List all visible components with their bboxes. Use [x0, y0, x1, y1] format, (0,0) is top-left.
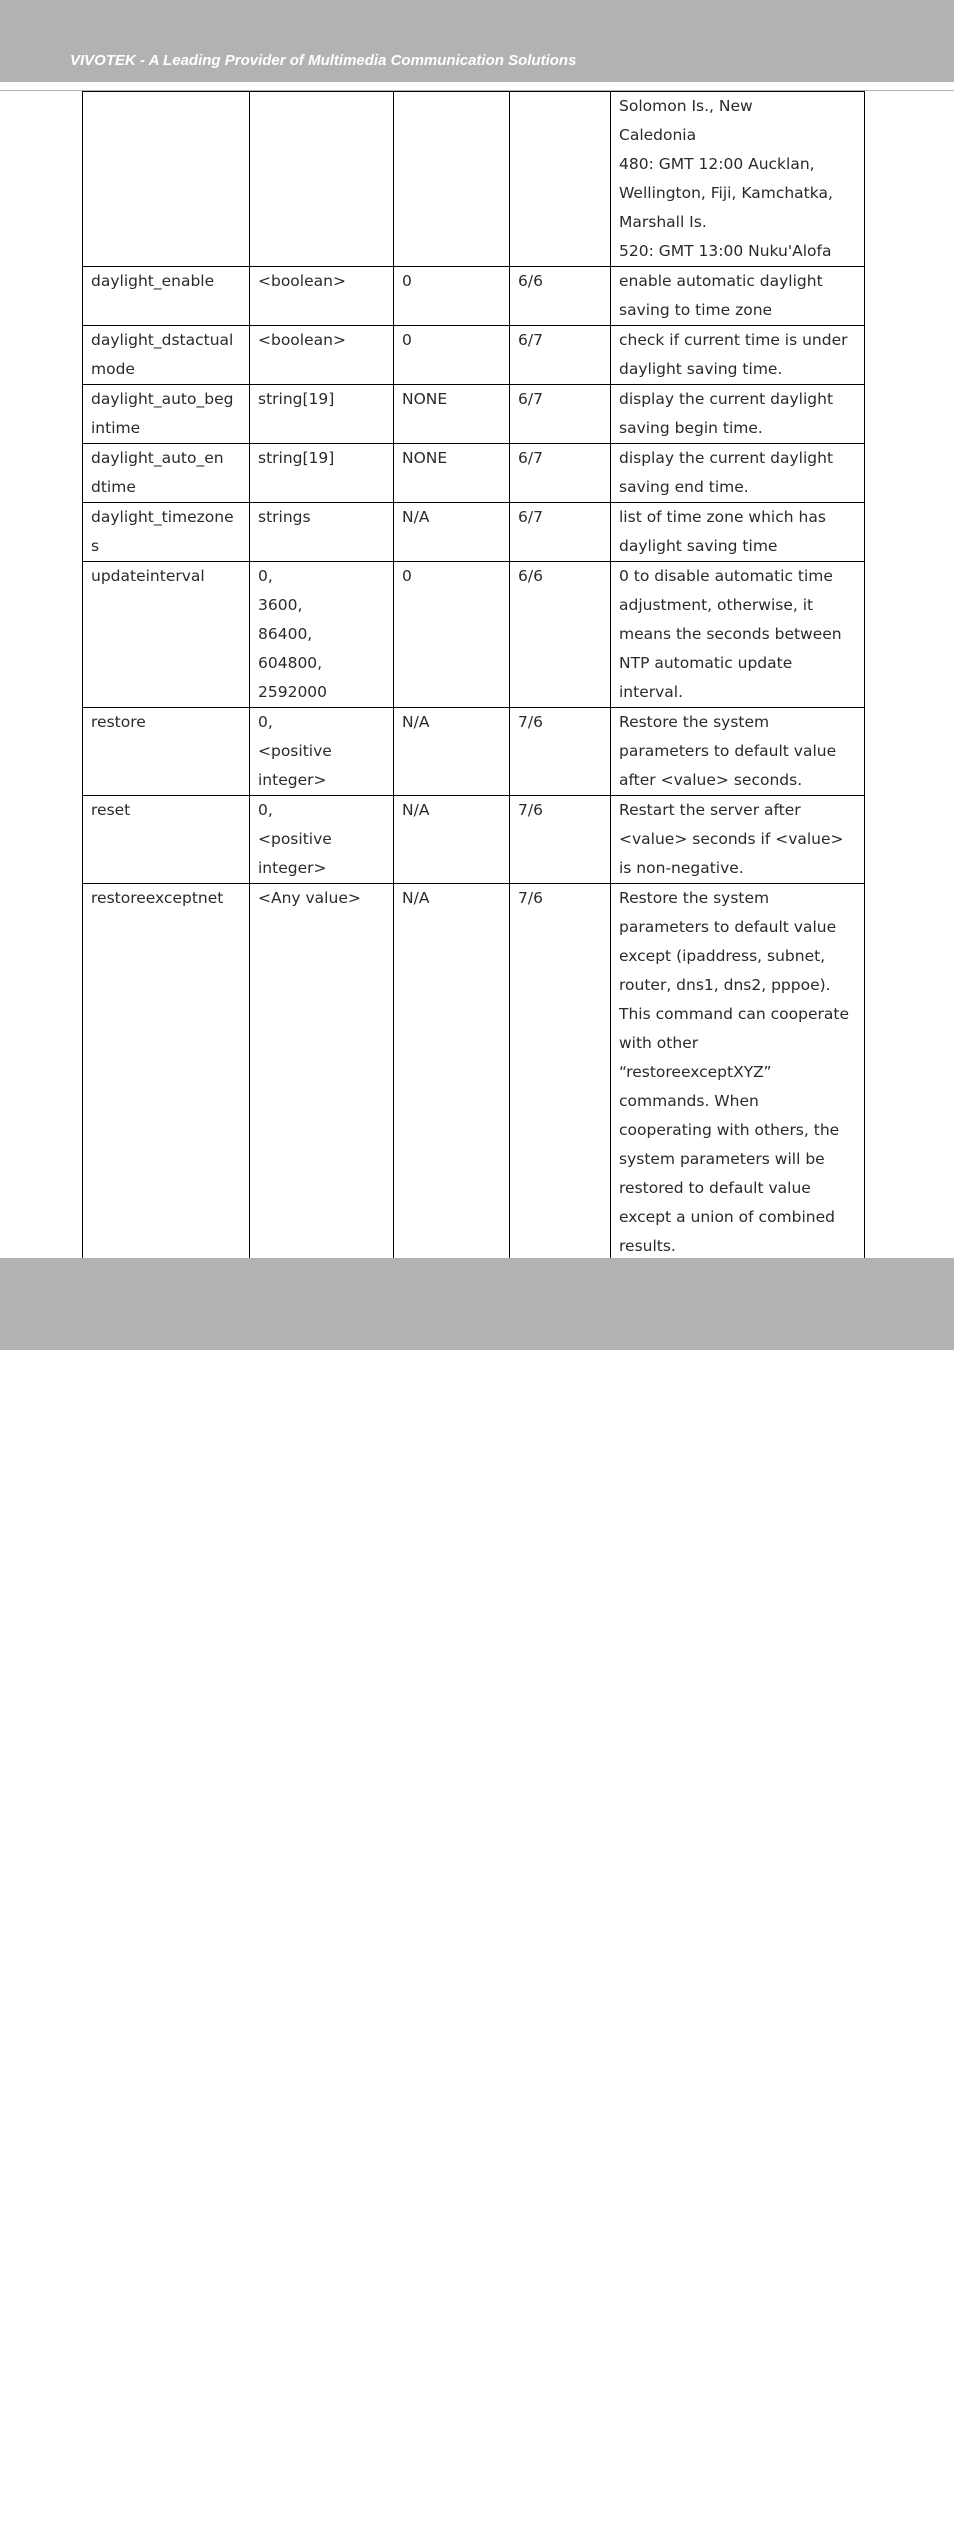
cell-text-line: adjustment, otherwise, it [619, 596, 814, 614]
cell-text-line: Restore the system [619, 889, 770, 907]
param-name-cell [83, 503, 250, 562]
cell-text-line: integer> [258, 771, 327, 789]
param-default-cell [394, 385, 510, 444]
cell-text-line: Solomon Is., New [619, 97, 753, 115]
param-security-cell [510, 326, 611, 385]
cell-text-line: daylight saving time [619, 537, 778, 555]
cell-text-line: 2592000 [258, 683, 328, 701]
param-name-cell [83, 385, 250, 444]
cell-text-line: strings [258, 508, 311, 526]
param-default-cell [394, 562, 510, 708]
page-number-label: 82 - User's Manual [69, 2532, 187, 2548]
cell-text-line: after <value> seconds. [619, 771, 803, 789]
cell-text-line: NTP automatic update [619, 654, 793, 672]
cell-text-line: dtime [91, 478, 136, 496]
param-security-cell [510, 267, 611, 326]
cell-text-line: <value> seconds if <value> [619, 830, 844, 848]
table-row [83, 562, 865, 708]
param-default-cell [394, 708, 510, 796]
table-row [83, 708, 865, 796]
header-band [0, 0, 954, 82]
param-name-cell [83, 796, 250, 884]
cell-text-line: saving to time zone [619, 301, 773, 319]
cell-text-line: This command can cooperate [619, 1005, 850, 1023]
table-row [83, 444, 865, 503]
param-security-cell [510, 92, 611, 267]
cell-text-line: 6/7 [518, 449, 543, 467]
param-description-cell [611, 562, 865, 708]
table-row [83, 92, 865, 267]
cell-text-line: string[19] [258, 449, 335, 467]
cell-text-line: except a union of combined [619, 1208, 835, 1226]
param-default-cell [394, 92, 510, 267]
cell-text-line: parameters to default value [619, 918, 837, 936]
header-title: VIVOTEK - A Leading Provider of Multimedia Communication Solutions [70, 52, 577, 69]
cell-text-line: means the seconds between [619, 625, 842, 643]
cell-text-line: restored to default value [619, 1179, 811, 1197]
cell-text-line: 0, [258, 567, 273, 585]
cell-text-line: daylight_timezone [91, 508, 234, 526]
table-row [83, 884, 865, 1262]
cell-text-line: system parameters will be [619, 1150, 825, 1168]
param-default-cell [394, 884, 510, 1262]
footer-band [0, 1258, 954, 2548]
cell-text-line: 7/6 [518, 801, 543, 819]
param-description-cell [611, 444, 865, 503]
cell-text-line: <positive [258, 742, 332, 760]
param-default-cell [394, 444, 510, 503]
parameter-table [82, 91, 865, 1262]
cell-text-line: integer> [258, 859, 327, 877]
cell-text-line: Marshall Is. [619, 213, 707, 231]
cell-text-line: <positive [258, 830, 332, 848]
table-row [83, 503, 865, 562]
cell-text-line: 6/7 [518, 390, 543, 408]
param-value-cell [250, 796, 394, 884]
cell-text-line: daylight_dstactual [91, 331, 234, 349]
cell-text-line: restore [91, 713, 146, 731]
param-security-cell [510, 503, 611, 562]
cell-text-line: saving end time. [619, 478, 749, 496]
param-default-cell [394, 267, 510, 326]
cell-text-line: mode [91, 360, 135, 378]
param-description-cell [611, 267, 865, 326]
param-name-cell [83, 92, 250, 267]
cell-text-line: string[19] [258, 390, 335, 408]
cell-text-line: commands. When [619, 1092, 759, 1110]
param-value-cell [250, 562, 394, 708]
cell-text-line: check if current time is under [619, 331, 848, 349]
param-description-cell [611, 796, 865, 884]
cell-text-line: 0 to disable automatic time [619, 567, 833, 585]
param-name-cell [83, 444, 250, 503]
cell-text-line: restoreexceptnet [91, 889, 224, 907]
table-row [83, 267, 865, 326]
cell-text-line: daylight_auto_en [91, 449, 224, 467]
param-name-cell [83, 884, 250, 1262]
cell-text-line: 520: GMT 13:00 Nuku'Alofa [619, 242, 832, 260]
cell-text-line: 86400, [258, 625, 313, 643]
cell-text-line: cooperating with others, the [619, 1121, 840, 1139]
cell-text-line: display the current daylight [619, 449, 834, 467]
cell-text-line: 3600, [258, 596, 303, 614]
cell-text-line: reset [91, 801, 131, 819]
cell-text-line: with other [619, 1034, 699, 1052]
cell-text-line: 6/6 [518, 567, 543, 585]
param-value-cell [250, 326, 394, 385]
param-value-cell [250, 385, 394, 444]
cell-text-line: interval. [619, 683, 684, 701]
cell-text-line: 480: GMT 12:00 Aucklan, [619, 155, 815, 173]
cell-text-line: updateinterval [91, 567, 205, 585]
parameter-table-body [83, 92, 865, 1262]
cell-text-line: daylight_enable [91, 272, 215, 290]
param-value-cell [250, 444, 394, 503]
cell-text-line: is non-negative. [619, 859, 744, 877]
cell-text-line: 0, [258, 713, 273, 731]
cell-text-line: <boolean> [258, 331, 346, 349]
cell-text-line: parameters to default value [619, 742, 837, 760]
param-default-cell [394, 326, 510, 385]
param-value-cell [250, 708, 394, 796]
table-row [83, 385, 865, 444]
param-description-cell [611, 708, 865, 796]
cell-text-line: <boolean> [258, 272, 346, 290]
param-description-cell [611, 92, 865, 267]
cell-text-line: Restore the system [619, 713, 770, 731]
param-name-cell [83, 267, 250, 326]
param-security-cell [510, 708, 611, 796]
cell-text-line: 0, [258, 801, 273, 819]
param-value-cell [250, 503, 394, 562]
cell-text-line: daylight saving time. [619, 360, 783, 378]
cell-text-line: N/A [402, 889, 430, 907]
param-security-cell [510, 385, 611, 444]
cell-text-line: N/A [402, 801, 430, 819]
param-security-cell [510, 884, 611, 1262]
cell-text-line: list of time zone which has [619, 508, 826, 526]
cell-text-line: router, dns1, dns2, pppoe). [619, 976, 831, 994]
param-security-cell [510, 796, 611, 884]
cell-text-line: 6/7 [518, 508, 543, 526]
param-description-cell [611, 385, 865, 444]
param-description-cell [611, 326, 865, 385]
cell-text-line: 0 [402, 567, 412, 585]
cell-text-line: 7/6 [518, 889, 543, 907]
cell-text-line: N/A [402, 713, 430, 731]
param-value-cell [250, 267, 394, 326]
cell-text-line: Caledonia [619, 126, 697, 144]
cell-text-line: Wellington, Fiji, Kamchatka, [619, 184, 833, 202]
cell-text-line: NONE [402, 390, 448, 408]
cell-text-line: daylight_auto_beg [91, 390, 234, 408]
cell-text-line: NONE [402, 449, 448, 467]
table-row [83, 326, 865, 385]
table-row [83, 796, 865, 884]
cell-text-line: results. [619, 1237, 676, 1255]
cell-text-line: saving begin time. [619, 419, 763, 437]
param-name-cell [83, 326, 250, 385]
cell-text-line: Restart the server after [619, 801, 801, 819]
cell-text-line: <Any value> [258, 889, 361, 907]
cell-text-line: enable automatic daylight [619, 272, 823, 290]
param-default-cell [394, 503, 510, 562]
cell-text-line: 6/6 [518, 272, 543, 290]
cell-text-line: display the current daylight [619, 390, 834, 408]
cell-text-line: intime [91, 419, 141, 437]
cell-text-line: 7/6 [518, 713, 543, 731]
param-description-cell [611, 503, 865, 562]
cell-text-line: 6/7 [518, 331, 543, 349]
cell-text-line: “restoreexceptXYZ” [619, 1063, 772, 1081]
cell-text-line: 604800, [258, 654, 323, 672]
cell-text-line: 0 [402, 272, 412, 290]
param-security-cell [510, 562, 611, 708]
param-value-cell [250, 884, 394, 1262]
cell-text-line: s [91, 537, 100, 555]
cell-text-line: except (ipaddress, subnet, [619, 947, 826, 965]
cell-text-line: N/A [402, 508, 430, 526]
param-description-cell [611, 884, 865, 1262]
param-security-cell [510, 444, 611, 503]
cell-text-line: 0 [402, 331, 412, 349]
param-name-cell [83, 562, 250, 708]
param-default-cell [394, 796, 510, 884]
param-name-cell [83, 708, 250, 796]
param-value-cell [250, 92, 394, 267]
